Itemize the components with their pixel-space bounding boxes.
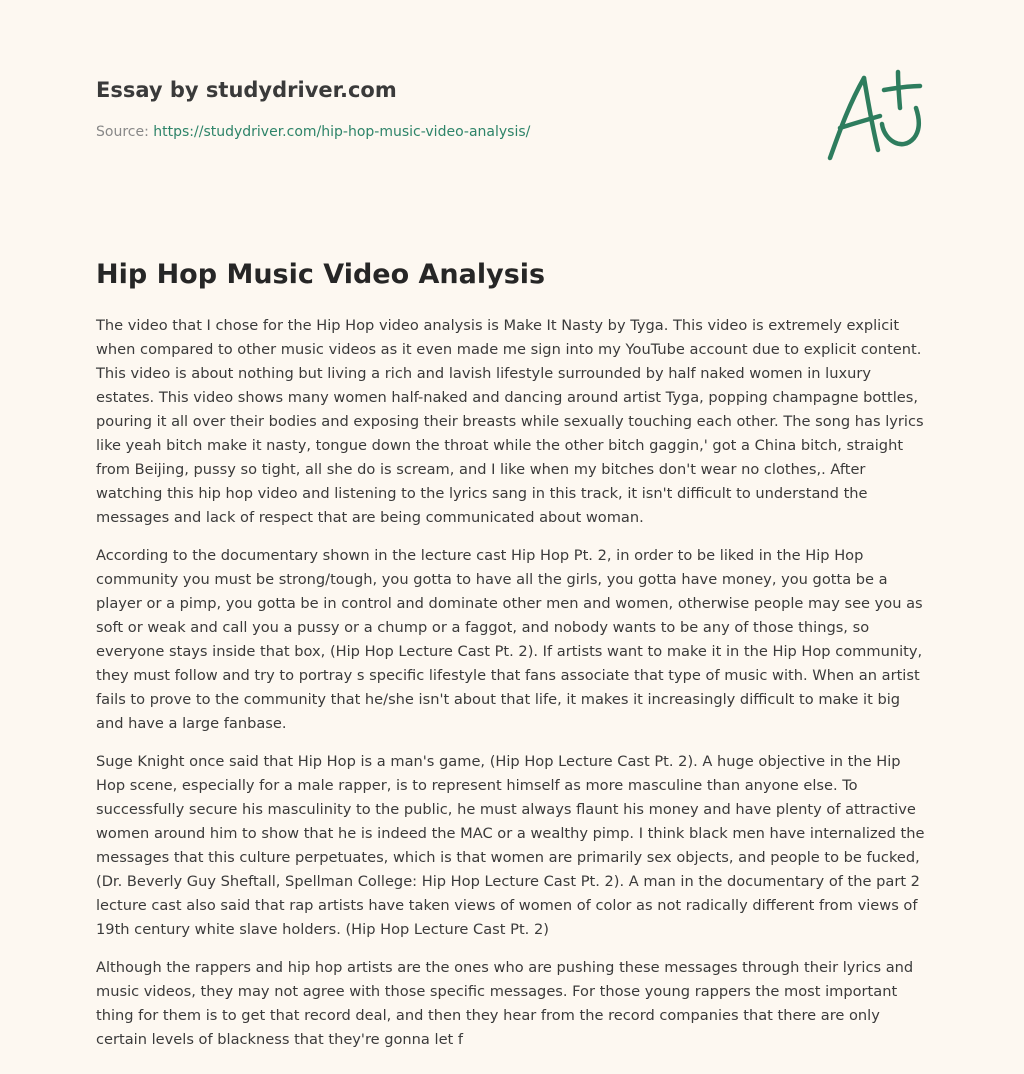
paragraph: Although the rappers and hip hop artists are the ones who are pushing these messages through their lyrics and music videos, they may not agree with those specific messages. For those young rappers the most important thing for them is to get that record deal, and then they hear from the record companies that there are only certain levels of blackness that they're gonna let f xyxy=(96,959,914,1048)
paragraph: According to the documentary shown in the lecture cast Hip Hop Pt. 2, in order to be liked in the Hip Hop community you must be strong/tough, you gotta to have all the girls, you gotta have money, you gotta be a player or a pimp, you gotta be in control and dominate other men and women, otherwise people may see you as soft or weak and call you a pussy or a chump or a faggot, and nobody wants to be any of those things, so everyone stays inside that box, (Hip Hop Lecture Cast Pt. 2). If artists want to make it in the Hip Hop community, they must follow and try to portray s specific lifestyle that fans associate that type of music with. When an artist fails to prove to the community that he/she isn't about that life, it makes it increasingly difficult to make it big and have a large fanbase. xyxy=(96,547,923,732)
source-link[interactable]: https://studydriver.com/hip-hop-music-video-analysis/ xyxy=(153,124,531,140)
paragraph: Suge Knight once said that Hip Hop is a man's game, (Hip Hop Lecture Cast Pt. 2). A huge objective in the Hip Hop scene, especially for a male rapper, is to represent himself as more masculine than anyone else. To successfully secure his masculinity to the public, he must always flaunt his money and have plenty of attractive women around him to show that he is indeed the MAC or a wealthy pimp. I think black men have internalized the messages that this culture perpetuates, which is that women are primarily sex objects, and people to be fucked, (Dr. Beverly Guy Sheftall, Spellman College: Hip Hop Lecture Cast Pt. 2). A man in the documentary of the part 2 lecture cast also said that rap artists have taken views of women of color as not radically different from views of 19th century white slave holders. (Hip Hop Lecture Cast Pt. 2) xyxy=(96,753,925,938)
essay-body xyxy=(96,314,932,1066)
source-label: Source: xyxy=(96,124,154,140)
essay-title: Hip Hop Music Video Analysis xyxy=(96,259,546,290)
source-line xyxy=(96,122,796,142)
paragraph: The video that I chose for the Hip Hop video analysis is Make It Nasty by Tyga. This video is extremely explicit when compared to other music videos as it even made me sign into my YouTube account due to explicit content. This video is about nothing but living a rich and lavish lifestyle surrounded by half naked women in luxury estates. This video shows many women half-naked and dancing around artist Tyga, popping champagne bottles, pouring it all over their bodies and exposing their breasts while sexually touching each other. The song has lyrics like yeah bitch make it nasty, tongue down the throat while the other bitch gaggin,' got a China bitch, straight from Beijing, pussy so tight, all she do is scream, and I like when my bitches don't wear no clothes,. After watching this hip hop video and listening to the lyrics sang in this track, it isn't difficult to understand the messages and lack of respect that are being communicated about woman. xyxy=(96,317,924,526)
essay-header xyxy=(96,76,796,142)
brand-title: Essay by studydriver.com xyxy=(96,78,397,102)
a-plus-logo-icon xyxy=(820,66,930,166)
